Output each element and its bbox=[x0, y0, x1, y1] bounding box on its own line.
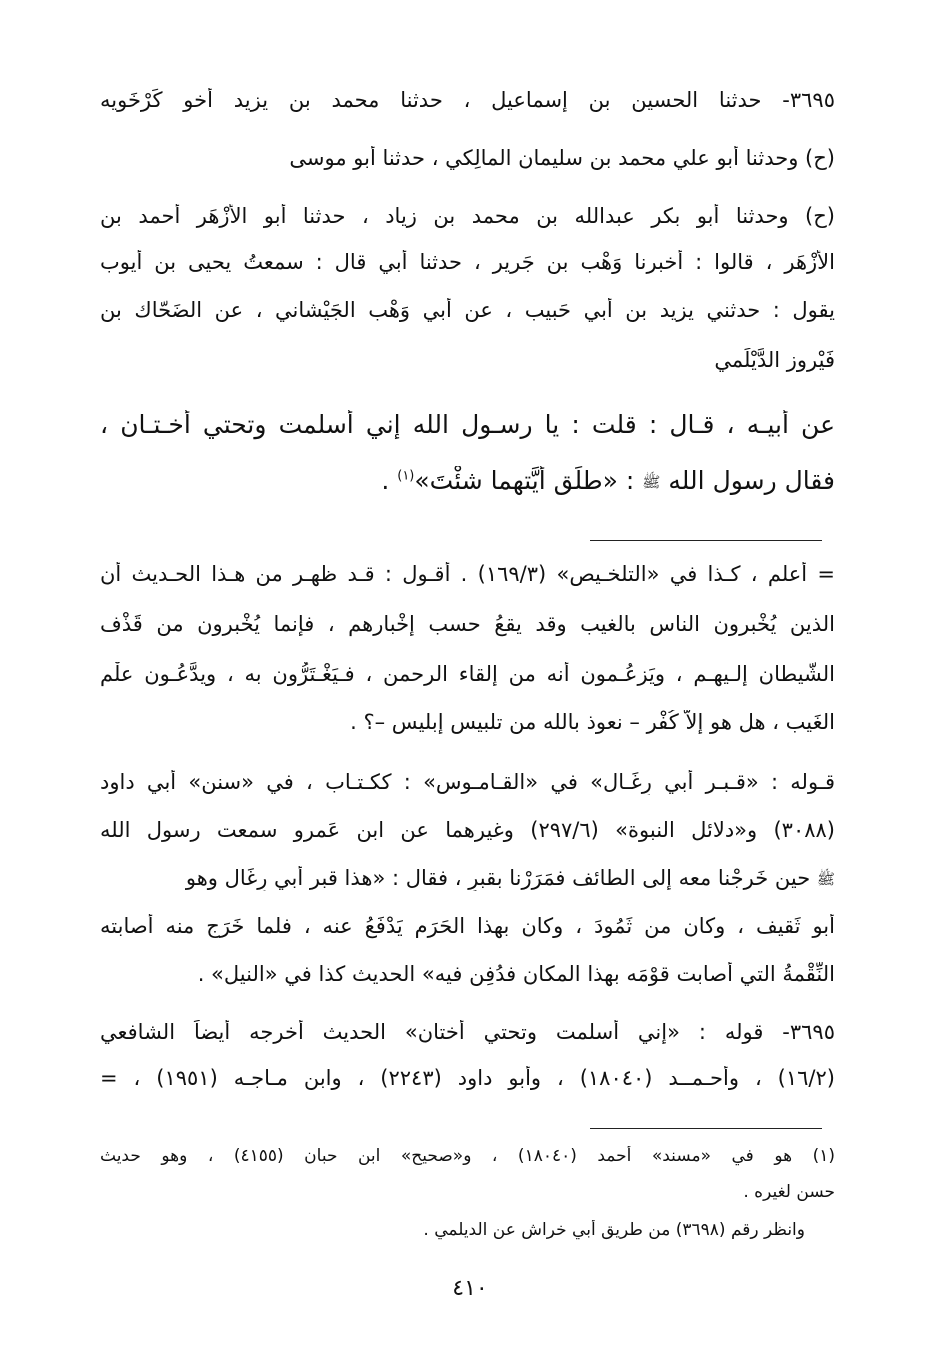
commentary-line: الشّيطان إلـيهـم ، ويَزعُـمون أنه من إلقاء الرحمن ، فـيَغْـتَرُّون به ، ويدَّعُـون علْم bbox=[100, 662, 835, 686]
commentary-line: النِّقْمةُ التي أصابت قوْمَه بهذا المكان فدُفِن فيه» الحديث كذا في «النيل» . bbox=[197, 962, 835, 986]
commentary-line: الغَيب ، هل هو إلاّ كُفْر – نعوذ بالله من تلبيس إبليس –؟ . bbox=[350, 710, 835, 734]
page-number: ٤١٠ bbox=[452, 1276, 488, 1301]
commentary-line: (٣٠٨٨) و«دلائل النبوة» (٢٩٧/٦) وغيرهما عن ابن عَمرو سمعت رسول الله bbox=[100, 818, 835, 842]
commentary-line: قـوله : «قـبـر أبي رِغَـال» في «القـامـوس» : ككـتـاب ، في «سنن» أبي داود bbox=[100, 770, 835, 794]
isnad-line: يقول : حدثني يزيد بن أبي حَبيب ، عن أبي وَهْب الجَيْشاني ، عن الضَحّاك بن bbox=[100, 298, 835, 322]
footnote-line: (١) هو في «مسند» أحمد (١٨٠٤٠) ، و«صحيح» ابن حبان (٤١٥٥) ، وهو حديث bbox=[100, 1146, 835, 1166]
footnotes bbox=[100, 0, 835, 1260]
commentary-line: أبو ثَقيف ، وكان من ثَمُودَ ، وكان بهذا الحَرَم يَدْفَعُ عنه ، فلما خَرَج منه أصابته bbox=[100, 914, 835, 938]
commentary-line: = أعلم ، كـذا في «التلخـيص» (١٦٩/٣) . أقـول : قـد ظهـر من هـذا الحـديث أن bbox=[100, 562, 835, 586]
salla-glyph: ﷺ bbox=[642, 473, 661, 491]
footnote-ref: (١) bbox=[397, 468, 415, 484]
isnad-line: فَيْروز الدَّيْلَمي bbox=[714, 348, 835, 372]
commentary-line: (١٦/٢) ، وأحـمــد (١٨٠٤٠) ، وأبو داود (٢٢٤٣) ، وابن مـاجـه (١٩٥١) ، = bbox=[100, 1066, 835, 1090]
salla-glyph: ﷺ bbox=[816, 870, 835, 888]
commentary-text: حين خَرجْنا معه إلى الطائف فمَرَرْنا بقبرٍ ، فقال : «هذا قبر أبي رِغَال وهو bbox=[185, 866, 817, 890]
isnad-line: ٣٦٩٥- حدثنا الحسين بن إسماعيل ، حدثنا محمد بن يزيد أخو كَرْخَويه bbox=[100, 88, 835, 112]
matn-text: : «طلِّق أيَّتهما شئْتَ» bbox=[414, 466, 635, 495]
isnad-line: (ح) وحدثنا أبو علي محمد بن سليمان المالِكي ، حدثنا أبو موسى bbox=[289, 146, 835, 170]
commentary-line: الذين يُخْبرون الناس بالغيب وقد يقعُ حسب إخْبارهم ، فإنما يُخْبرون من قَذْف bbox=[100, 612, 835, 636]
matn-text: فقال رسول الله bbox=[668, 466, 835, 495]
footnote-line: وانظر رقم (٣٦٩٨) من طريق أبي خراش عن الديلمي . bbox=[423, 1220, 805, 1240]
matn-line: عن أبيـه ، قـال : قلت : يا رسـول الله إني أسلمت وتحتي أُخـتـان ، bbox=[100, 410, 835, 439]
footnote-line: حسن لغيره . bbox=[743, 1182, 835, 1202]
isnad-line: (ح) وحدثنا أبو بكر عبدالله بن محمد بن زياد ، حدثنا أبو الأزْهَر أحمد بن bbox=[100, 204, 835, 228]
isnad-line: الأزْهَر ، قالوا : أخبرنا وَهْب بن جَرير ، حدثنا أبي قال : سمعتُ يحيى بن أيوب bbox=[100, 250, 835, 274]
matn-text: . bbox=[381, 466, 398, 495]
commentary-line: ٣٦٩٥- قوله : «إني أسلمت وتحتي أُختان» الحديث أخرجه أيضاً الشافعي bbox=[100, 1020, 835, 1044]
